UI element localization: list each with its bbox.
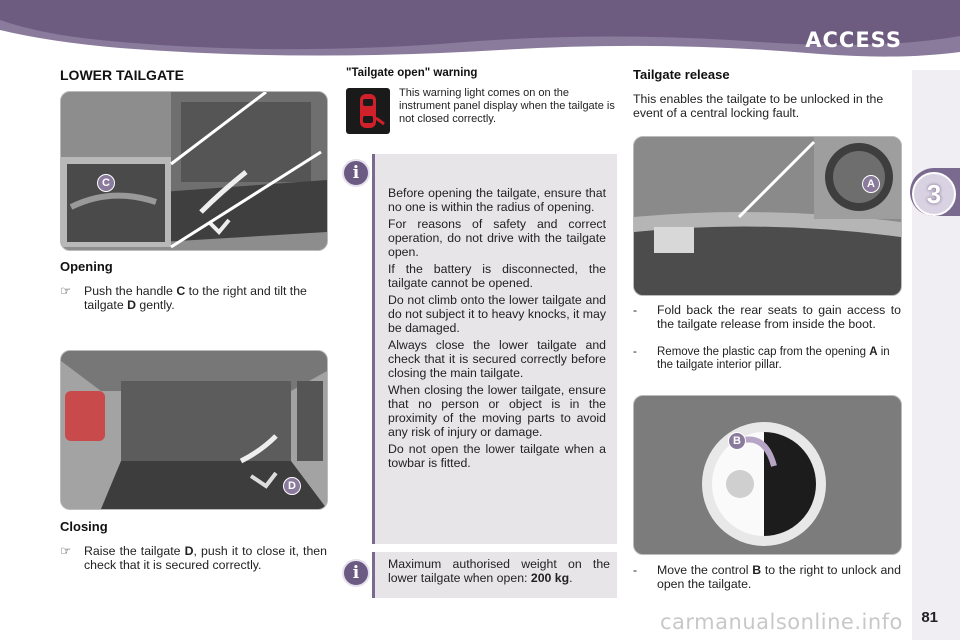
closing-heading: Closing [60,519,108,534]
safety-paragraphs [388,186,606,473]
info-icon: i [342,559,370,587]
opening-text-a: Push the handle [84,284,177,298]
callout-d: D [283,477,301,495]
chapter-title: ACCESS [805,28,902,52]
weight-end: . [569,571,573,585]
release-control-drawing [634,396,901,554]
release-step-2 [633,346,901,372]
callout-b: B [728,432,746,450]
dash: - [633,563,638,577]
release-intro: This enables the tailgate to be unlocked in the event of a central locking fault. [633,92,884,120]
illustration-release-control [633,395,902,555]
hand-pointer-icon: ☞ [60,544,72,558]
safety-paragraph: When closing the lower tailgate, ensure that no person or object is in the proximity of the moving parts to avoid any risk of injury or damage. [388,383,606,439]
safety-info-box [372,154,617,544]
page-number: 81 [921,609,938,626]
release-step-3 [633,563,901,591]
step-2-text-a: Remove the plastic cap from the opening [657,346,870,358]
warning-text: This warning light comes on on the instrument panel display when the tailgate is not closed correctly. [399,87,615,125]
tailgate-pillar-drawing [634,137,901,295]
illustration-release-cap [633,136,902,296]
closing-text-b: , push it to close it, then check that it is secured correctly. [84,544,327,572]
step-1-text: Fold back the rear seats to gain access to the tailgate release from inside the boot. [657,303,901,331]
callout-a: A [862,175,880,193]
weight-value: 200 kg [530,571,570,585]
label-a: A [869,346,878,358]
opening-instruction [60,284,327,312]
closing-instruction [60,544,327,572]
safety-paragraph: Before opening the tailgate, ensure that no one is within the radius of opening. [388,186,606,214]
illustration-opening [60,91,328,251]
opening-heading: Opening [60,259,113,274]
section-title: LOWER TAILGATE [60,67,184,83]
weight-text [388,557,610,585]
warning-heading: "Tailgate open" warning [346,67,478,79]
watermark: carmanualsonline.info [660,610,903,634]
opening-text-c: gently. [135,298,175,312]
safety-paragraph: For reasons of safety and correct operation, do not drive with the tailgate open. [388,217,606,259]
safety-paragraph: If the battery is disconnected, the tailgate cannot be opened. [388,262,606,290]
label-b: B [752,563,762,577]
label-c: C [176,284,186,298]
safety-paragraph: Always close the lower tailgate and check that it is secured correctly before closing the main tailgate. [388,338,606,380]
dash: - [633,346,637,358]
label-d: D [127,298,136,312]
hand-pointer-icon: ☞ [60,284,72,298]
side-strip [912,70,960,640]
release-step-1 [633,303,901,331]
weight-info-box [372,552,617,598]
step-3-text-a: Move the control [657,563,753,577]
chapter-number-badge: 3 [912,172,956,216]
step-2-text-b: in the tailgate interior pillar. [657,346,890,371]
step-3-text-b: to the right to unlock and open the tailgate. [657,563,901,591]
safety-paragraph: Do not climb onto the lower tailgate and do not subject it to heavy knocks, it may be damaged. [388,293,606,335]
opening-text-b: to the right and tilt the tailgate [84,284,307,312]
dash: - [633,303,638,317]
tailgate-warning-light-icon [346,88,390,134]
callout-c: C [97,174,115,192]
weight-label: Maximum authorised weight on the lower tailgate when open: [388,557,610,585]
label-d: D [184,544,194,558]
boot-opening-drawing [61,92,327,250]
safety-paragraph: Do not open the lower tailgate when a towbar is fitted. [388,442,606,470]
info-icon: i [342,159,370,187]
closing-text-a: Raise the tailgate [84,544,185,558]
illustration-closing [60,350,328,510]
release-heading: Tailgate release [633,67,730,82]
